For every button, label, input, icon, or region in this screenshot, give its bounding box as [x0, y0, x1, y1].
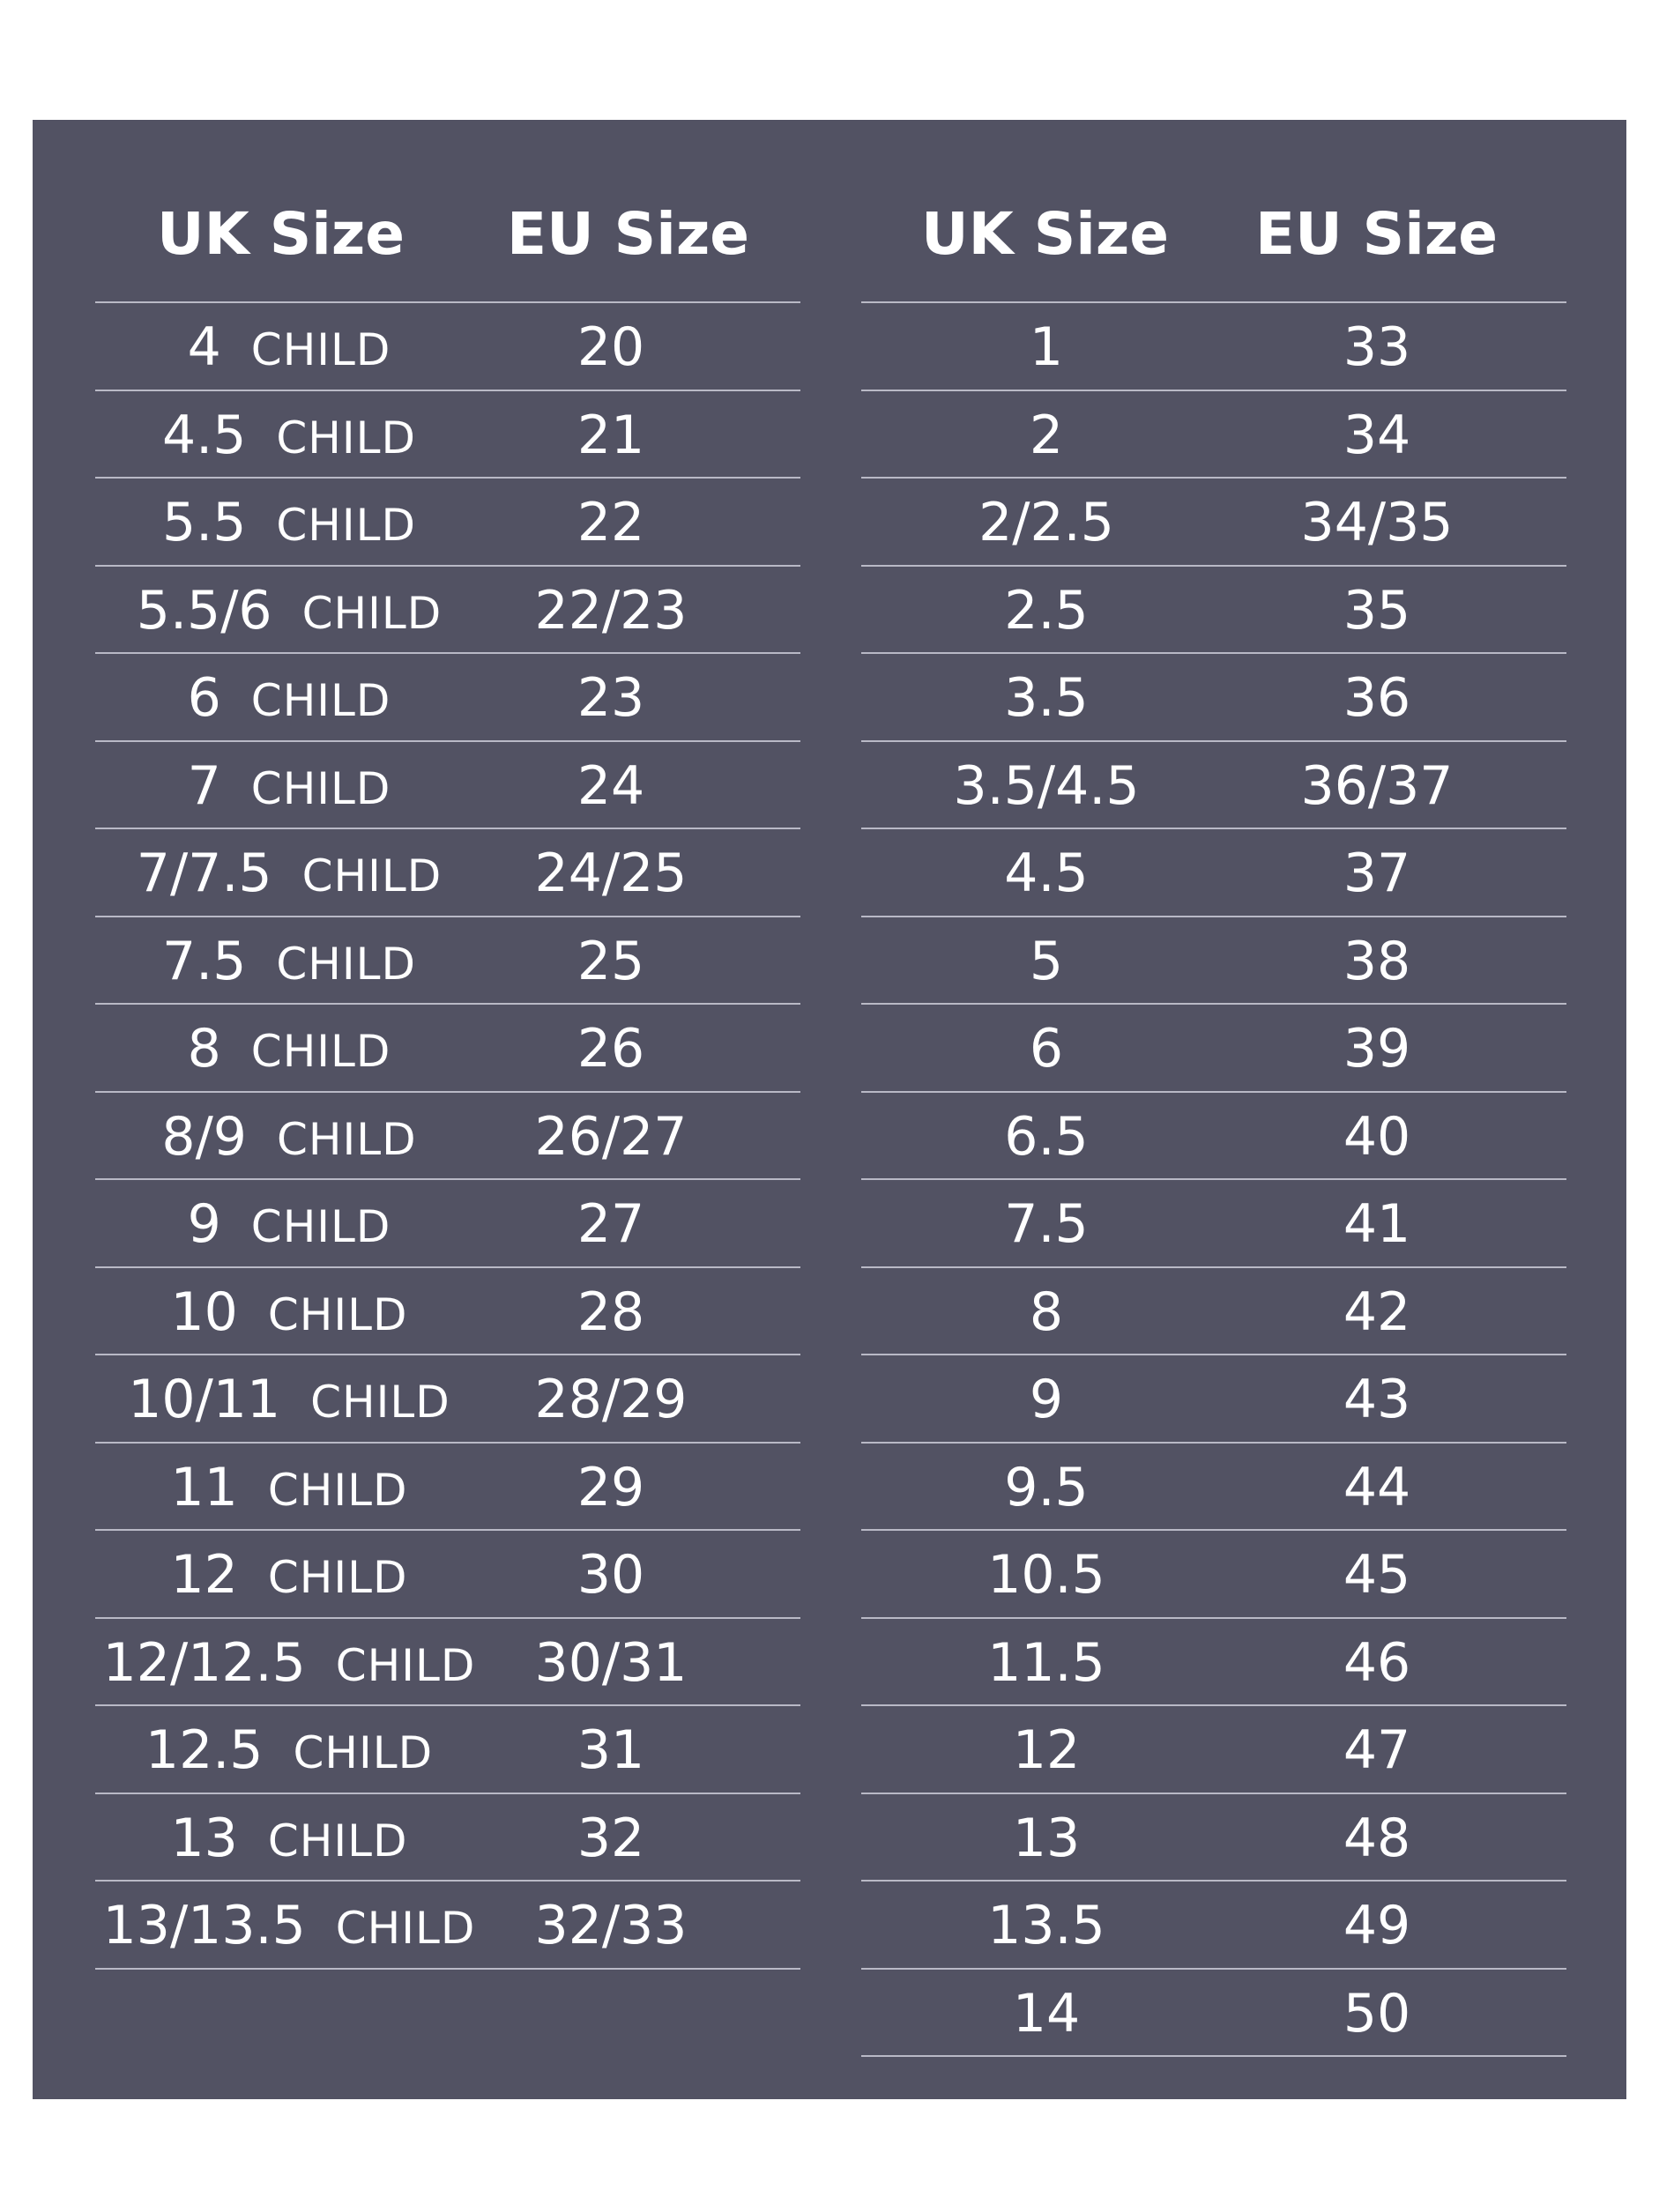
- uk-size-value: 6: [1029, 1018, 1064, 1080]
- uk-size-cell: [95, 1355, 483, 1442]
- uk-size-cell: [861, 1268, 1231, 1355]
- child-label: CHILD: [335, 1903, 476, 1954]
- eu-size-cell: 29: [577, 1456, 645, 1518]
- uk-size-value: 10: [170, 1280, 238, 1343]
- eu-size-cell: 33: [1343, 316, 1411, 378]
- eu-size-cell: 42: [1343, 1280, 1411, 1343]
- uk-size-value: 2: [1029, 404, 1064, 466]
- child-label: CHILD: [267, 1464, 408, 1516]
- eu-size-cell: 24/25: [534, 842, 688, 904]
- child-label: CHILD: [267, 1815, 408, 1867]
- table-row: [95, 391, 800, 479]
- child-label: CHILD: [250, 1026, 391, 1077]
- uk-size-value: 7.5: [161, 930, 247, 992]
- child-label: CHILD: [276, 412, 417, 464]
- child-label: CHILD: [250, 324, 391, 375]
- table-row: [861, 1355, 1566, 1444]
- child-label: CHILD: [310, 1377, 450, 1428]
- uk-size-cell: [861, 1531, 1231, 1617]
- uk-size-value: 10/11: [128, 1369, 281, 1430]
- eu-size-cell: 39: [1343, 1018, 1411, 1080]
- eu-size-cell: 38: [1343, 930, 1411, 992]
- uk-size-cell: [861, 1093, 1231, 1179]
- table-row: [861, 1619, 1566, 1707]
- eu-size-cell: 23: [577, 667, 645, 729]
- uk-size-value: 4.5: [161, 404, 247, 466]
- uk-size-value: 8: [187, 1018, 221, 1080]
- table-row: [95, 1706, 800, 1794]
- uk-size-value: 7.5: [1004, 1193, 1089, 1255]
- eu-size-cell: 45: [1343, 1544, 1411, 1606]
- table-row: [861, 829, 1566, 917]
- table-row: [861, 654, 1566, 742]
- uk-size-value: 4.5: [1004, 842, 1089, 904]
- eu-size-cell: 30/31: [534, 1631, 688, 1694]
- uk-size-cell: [861, 1794, 1231, 1881]
- uk-size-cell: [861, 742, 1231, 828]
- uk-size-value: 2/2.5: [978, 492, 1114, 553]
- uk-size-cell: [861, 1005, 1231, 1091]
- uk-size-value: 5: [1029, 930, 1064, 992]
- uk-size-value: 7/7.5: [136, 842, 272, 904]
- uk-size-value: 12: [1012, 1719, 1081, 1781]
- table-row: [95, 1268, 800, 1356]
- table-row: [95, 917, 800, 1006]
- table-row: [95, 1794, 800, 1882]
- eu-size-cell: 26: [577, 1018, 645, 1080]
- eu-size-cell: 24: [577, 754, 645, 817]
- uk-size-value: 7: [187, 754, 221, 817]
- table-row: [861, 742, 1566, 830]
- uk-size-cell: [861, 1355, 1231, 1442]
- uk-size-value: 11.5: [987, 1631, 1105, 1694]
- table-row: [861, 1180, 1566, 1268]
- size-chart-panel: [33, 120, 1626, 2099]
- child-label: CHILD: [250, 1201, 391, 1252]
- table-row: [95, 1355, 800, 1444]
- eu-size-cell: 21: [577, 404, 645, 466]
- eu-size-cell: 46: [1343, 1631, 1411, 1694]
- uk-size-value: 1: [1029, 316, 1064, 378]
- uk-size-cell: [861, 1444, 1231, 1530]
- uk-size-cell: [861, 1180, 1231, 1266]
- uk-size-cell: [861, 1619, 1231, 1705]
- child-label: CHILD: [301, 587, 443, 639]
- uk-size-value: 9.5: [1004, 1456, 1089, 1518]
- uk-size-cell: [95, 391, 483, 478]
- eu-size-cell: 22: [577, 492, 645, 553]
- table-row: [95, 1882, 800, 1970]
- table-row: [861, 391, 1566, 479]
- eu-size-cell: 22/23: [534, 579, 688, 642]
- uk-size-cell: [861, 829, 1231, 916]
- table-row: [95, 479, 800, 567]
- uk-size-cell: [95, 654, 483, 740]
- uk-size-header: UK Size: [157, 200, 405, 268]
- uk-size-value: 13: [1012, 1807, 1081, 1869]
- eu-size-cell: 36: [1343, 667, 1411, 729]
- uk-size-value: 13/13.5: [102, 1895, 306, 1956]
- uk-size-cell: [95, 1180, 483, 1266]
- table-row: [861, 1531, 1566, 1619]
- uk-size-cell: [95, 742, 483, 828]
- uk-size-value: 12: [170, 1544, 238, 1606]
- uk-size-value: 8: [1029, 1280, 1064, 1343]
- eu-size-cell: 32/33: [534, 1895, 688, 1956]
- child-size-rows: [95, 301, 800, 1970]
- table-row: [861, 1268, 1566, 1356]
- eu-size-cell: 30: [577, 1544, 645, 1606]
- uk-size-cell: [95, 1882, 483, 1968]
- child-label: CHILD: [276, 938, 417, 990]
- uk-size-cell: [861, 567, 1231, 653]
- eu-size-cell: 26/27: [534, 1105, 688, 1168]
- uk-size-cell: [95, 303, 483, 390]
- uk-size-cell: [95, 479, 483, 565]
- child-label: CHILD: [250, 675, 391, 726]
- uk-size-value: 14: [1012, 1982, 1081, 2045]
- uk-size-value: 8/9: [161, 1105, 247, 1168]
- table-row: [861, 1444, 1566, 1532]
- eu-size-cell: 28: [577, 1280, 645, 1343]
- uk-size-value: 13.5: [987, 1895, 1105, 1956]
- uk-size-cell: [861, 303, 1231, 390]
- table-row: [861, 1093, 1566, 1181]
- eu-size-cell: 40: [1343, 1105, 1411, 1168]
- eu-size-cell: 36/37: [1300, 754, 1454, 817]
- child-label: CHILD: [276, 1113, 417, 1165]
- child-label: CHILD: [293, 1727, 434, 1778]
- uk-size-value: 3.5/4.5: [953, 754, 1140, 817]
- uk-size-value: 13: [170, 1807, 238, 1869]
- eu-size-cell: 20: [577, 316, 645, 378]
- uk-size-value: 6: [187, 667, 221, 729]
- uk-size-cell: [95, 567, 483, 653]
- table-row: [861, 917, 1566, 1006]
- table-row: [95, 1619, 800, 1707]
- child-label: CHILD: [301, 850, 443, 902]
- table-row: [95, 654, 800, 742]
- table-header: [861, 190, 1566, 278]
- table-row: [861, 479, 1566, 567]
- table-row: [861, 1794, 1566, 1882]
- uk-size-cell: [95, 1005, 483, 1091]
- uk-size-value: 9: [1029, 1369, 1064, 1430]
- uk-size-value: 12/12.5: [102, 1631, 306, 1694]
- uk-size-value: 3.5: [1004, 667, 1089, 729]
- child-label: CHILD: [250, 762, 391, 814]
- child-label: CHILD: [267, 1288, 408, 1340]
- table-row: [861, 1970, 1566, 2058]
- uk-size-value: 12.5: [145, 1719, 264, 1781]
- table-row: [95, 1093, 800, 1181]
- adult-size-rows: [861, 301, 1566, 2057]
- uk-size-value: 9: [187, 1193, 221, 1255]
- uk-size-value: 5.5/6: [136, 579, 272, 642]
- child-label: CHILD: [267, 1552, 408, 1603]
- eu-size-cell: 34: [1343, 404, 1411, 466]
- eu-size-cell: 31: [577, 1719, 645, 1781]
- uk-size-value: 4: [187, 316, 221, 378]
- uk-size-value: 11: [170, 1456, 238, 1518]
- table-row: [95, 567, 800, 655]
- table-row: [95, 1005, 800, 1093]
- uk-size-cell: [95, 1093, 483, 1179]
- eu-size-cell: 48: [1343, 1807, 1411, 1869]
- table-row: [95, 1444, 800, 1532]
- uk-size-header: UK Size: [921, 200, 1170, 268]
- uk-size-value: 2.5: [1004, 579, 1089, 642]
- uk-size-cell: [861, 1882, 1231, 1968]
- table-row: [95, 1180, 800, 1268]
- uk-size-cell: [861, 654, 1231, 740]
- eu-size-header: EU Size: [507, 200, 749, 268]
- uk-size-cell: [95, 829, 483, 916]
- eu-size-cell: 37: [1343, 842, 1411, 904]
- table-row: [861, 1005, 1566, 1093]
- uk-size-cell: [95, 1444, 483, 1530]
- eu-size-cell: 44: [1343, 1456, 1411, 1518]
- table-row: [95, 742, 800, 830]
- eu-size-cell: 34/35: [1300, 492, 1454, 553]
- eu-size-cell: 43: [1343, 1369, 1411, 1430]
- uk-size-cell: [861, 1970, 1231, 2056]
- eu-size-cell: 50: [1343, 1982, 1411, 2045]
- eu-size-cell: 32: [577, 1807, 645, 1869]
- uk-size-value: 6.5: [1004, 1105, 1089, 1168]
- table-row: [861, 303, 1566, 391]
- eu-size-cell: 28/29: [534, 1369, 688, 1430]
- table-row: [95, 1531, 800, 1619]
- table-row: [861, 567, 1566, 655]
- uk-size-value: 10.5: [987, 1544, 1105, 1606]
- uk-size-cell: [861, 479, 1231, 565]
- uk-size-cell: [95, 1531, 483, 1617]
- table-header: [95, 190, 800, 278]
- uk-size-cell: [95, 1268, 483, 1355]
- eu-size-cell: 47: [1343, 1719, 1411, 1781]
- table-row: [861, 1882, 1566, 1970]
- eu-size-cell: 35: [1343, 579, 1411, 642]
- eu-size-cell: 25: [577, 930, 645, 992]
- eu-size-cell: 49: [1343, 1895, 1411, 1956]
- child-label: CHILD: [335, 1639, 476, 1691]
- child-label: CHILD: [276, 500, 417, 551]
- uk-size-cell: [861, 1706, 1231, 1793]
- uk-size-cell: [95, 917, 483, 1004]
- uk-size-cell: [861, 917, 1231, 1004]
- table-row: [95, 303, 800, 391]
- table-row: [861, 1706, 1566, 1794]
- table-row: [95, 829, 800, 917]
- uk-size-cell: [95, 1794, 483, 1881]
- eu-size-cell: 27: [577, 1193, 645, 1255]
- uk-size-value: 5.5: [161, 492, 247, 553]
- uk-size-cell: [95, 1619, 483, 1705]
- eu-size-header: EU Size: [1255, 200, 1498, 268]
- eu-size-cell: 41: [1343, 1193, 1411, 1255]
- uk-size-cell: [95, 1706, 483, 1793]
- uk-size-cell: [861, 391, 1231, 478]
